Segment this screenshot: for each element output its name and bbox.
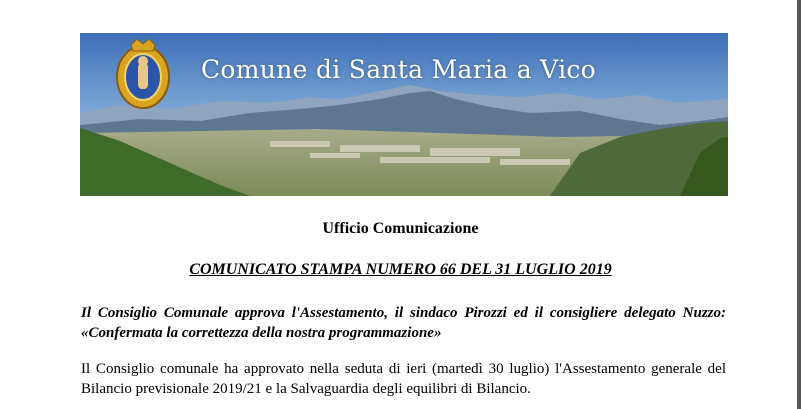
header-banner (80, 33, 728, 196)
window-edge (797, 0, 801, 409)
city-crest-logo (113, 39, 173, 111)
banner-title: Comune di Santa Maria a Vico (201, 55, 597, 84)
press-release-body: Il Consiglio comunale ha approvato nella seduta di ieri (martedì 30 luglio) l'Assestamento generale del Bilancio previsionale 2019/21 e la Salvaguardia degli equilibri di Bilancio. (81, 361, 726, 397)
press-release-subtitle: Il Consiglio Comunale approva l'Assestamento, il sindaco Pirozzi ed il consigliere delegato Nuzzo: «Confermata la correttezza della nostra programmazione» (81, 305, 726, 341)
press-release-headline: COMUNICATO STAMPA NUMERO 66 DEL 31 LUGLIO 2019 (189, 261, 612, 278)
office-heading: Ufficio Comunicazione (322, 220, 479, 237)
